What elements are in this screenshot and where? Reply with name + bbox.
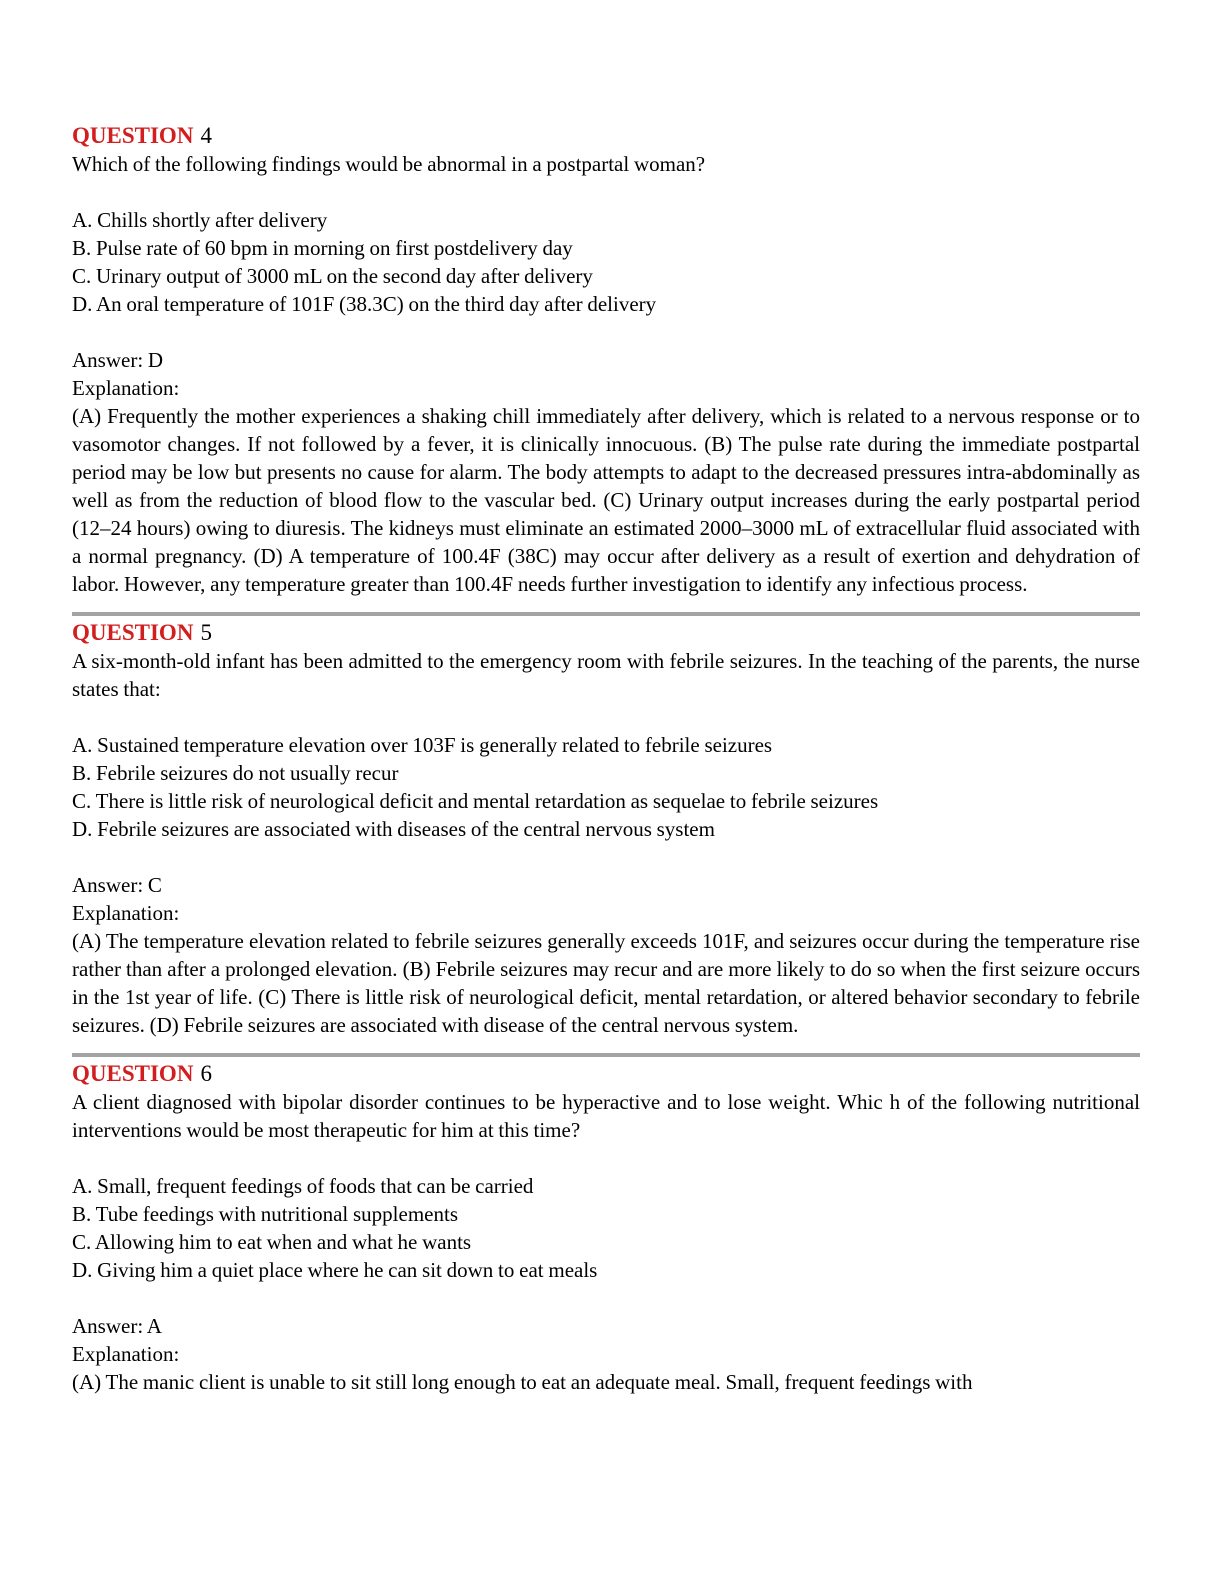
option-b: B. Tube feedings with nutritional supplements — [72, 1202, 458, 1226]
answer-line: Answer: A — [72, 1314, 162, 1338]
section-divider — [72, 612, 1140, 616]
options-list — [72, 1172, 1140, 1284]
question-label: QUESTION — [72, 1061, 194, 1086]
question-block-6 — [72, 1060, 1140, 1396]
explanation-label: Explanation: — [72, 1342, 180, 1366]
option-c: C. There is little risk of neurological deficit and mental retardation as sequelae to febrile seizures — [72, 789, 879, 813]
option-d: D. An oral temperature of 101F (38.3C) on the third day after delivery — [72, 292, 657, 316]
answer-line: Answer: D — [72, 348, 164, 372]
option-a: A. Sustained temperature elevation over 103F is generally related to febrile seizures — [72, 733, 773, 757]
section-divider — [72, 1053, 1140, 1057]
question-block-5 — [72, 619, 1140, 1039]
option-d: D. Febrile seizures are associated with diseases of the central nervous system — [72, 817, 715, 841]
question-block-4 — [72, 122, 1140, 598]
question-prompt: A six-month-old infant has been admitted to the emergency room with febrile seizures. In the teaching of the parents, the nurse states that: — [72, 649, 1140, 701]
question-heading — [72, 1060, 1140, 1088]
explanation-label: Explanation: — [72, 901, 180, 925]
question-heading — [72, 619, 1140, 647]
question-label: QUESTION — [72, 620, 194, 645]
option-c: C. Urinary output of 3000 mL on the second day after delivery — [72, 264, 593, 288]
question-number: 4 — [200, 123, 212, 148]
question-prompt: Which of the following findings would be abnormal in a postpartal woman? — [72, 152, 706, 176]
option-d: D. Giving him a quiet place where he can sit down to eat meals — [72, 1258, 598, 1282]
question-label: QUESTION — [72, 123, 194, 148]
explanation-text: (A) Frequently the mother experiences a shaking chill immediately after delivery, which is related to a nervous response or to vasomotor changes. If not followed by a fever, it is clinically innocuous. (B) The pulse rate during the immediate postpartal period may be low but presents no cause for alarm. The body attempts to adapt to the decreased pressures intra-abdominally as well as from the reduction of blood flow to the vascular bed. (C) Urinary output increases during the early postpartal period (12–24 hours) owing to diuresis. The kidneys must eliminate an estimated 2000–3000 mL of extracellular fluid associated with a normal pregnancy. (D) A temperature of 100.4F (38C) may occur after delivery as a result of exertion and dehydration of labor. However, any temperature greater than 100.4F needs further investigation to identify any infectious process. — [72, 404, 1140, 596]
explanation-label: Explanation: — [72, 376, 180, 400]
question-number: 6 — [200, 1061, 212, 1086]
options-list — [72, 206, 1140, 318]
option-a: A. Small, frequent feedings of foods that can be carried — [72, 1174, 534, 1198]
explanation-text: (A) The manic client is unable to sit still long enough to eat an adequate meal. Small, frequent feedings with — [72, 1370, 973, 1394]
option-c: C. Allowing him to eat when and what he wants — [72, 1230, 472, 1254]
question-number: 5 — [200, 620, 212, 645]
question-prompt: A client diagnosed with bipolar disorder continues to be hyperactive and to lose weight. Whic h of the following nutritional interventions would be most therapeutic for him at this time? — [72, 1090, 1140, 1142]
question-heading — [72, 122, 1140, 150]
options-list — [72, 731, 1140, 843]
option-b: B. Pulse rate of 60 bpm in morning on first postdelivery day — [72, 236, 573, 260]
option-a: A. Chills shortly after delivery — [72, 208, 328, 232]
option-b: B. Febrile seizures do not usually recur — [72, 761, 399, 785]
explanation-text: (A) The temperature elevation related to febrile seizures generally exceeds 101F, and seizures occur during the temperature rise rather than after a prolonged elevation. (B) Febrile seizures may recur and are more likely to do so when the first seizure occurs in the 1st year of life. (C) There is little risk of neurological deficit, mental retardation, or altered behavior secondary to febrile seizures. (D) Febrile seizures are associated with disease of the central nervous system. — [72, 929, 1140, 1037]
answer-line: Answer: C — [72, 873, 162, 897]
